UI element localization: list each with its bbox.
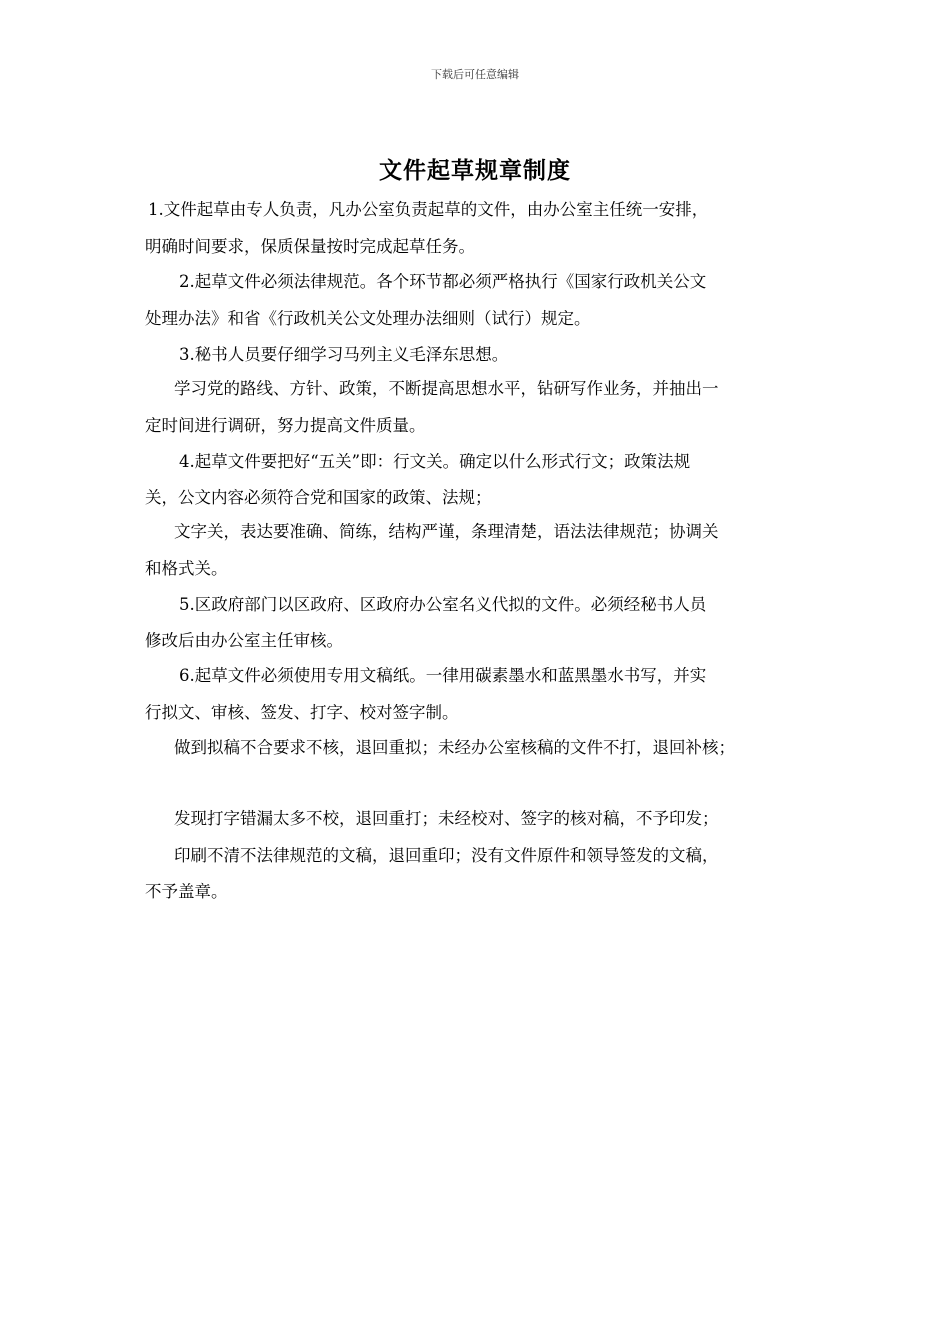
body-line-14: 6.起草文件必须使用专用文稿纸。一律用碳素墨水和蓝黑墨水书写，并实: [179, 666, 707, 685]
body-line-8: 4.起草文件要把好“五关”即：行文关。确定以什么形式行文；政策法规: [179, 452, 691, 471]
body-line-9: 关，公文内容必须符合党和国家的政策、法规；: [145, 488, 492, 507]
body-line-15: 行拟文、审核、签发、打字、校对签字制。: [145, 703, 459, 722]
body-line-12: 5.区政府部门以区政府、区政府办公室名义代拟的文件。必须经秘书人员: [179, 595, 707, 614]
body-line-18: 印刷不清不法律规范的文稿，退回重印；没有文件原件和领导签发的文稿，: [174, 846, 719, 865]
body-line-1: 1.文件起草由专人负责，凡办公室负责起草的文件，由办公室主任统一安排，: [148, 200, 709, 219]
body-line-19: 不予盖章。: [145, 882, 228, 901]
document-title: 文件起草规章制度: [379, 157, 571, 184]
body-line-11: 和格式关。: [145, 559, 228, 578]
page-header-note: 下载后可任意编辑: [431, 68, 519, 81]
body-line-17: 发现打字错漏太多不校，退回重打；未经校对、签字的核对稿，不予印发；: [174, 809, 719, 828]
body-line-10: 文字关，表达要准确、简练，结构严谨，条理清楚，语法法律规范；协调关: [174, 522, 719, 541]
body-line-2: 明确时间要求，保质保量按时完成起草任务。: [145, 237, 475, 256]
body-line-13: 修改后由办公室主任审核。: [145, 631, 343, 650]
body-line-5: 3.秘书人员要仔细学习马列主义毛泽东思想。: [179, 345, 509, 364]
body-line-4: 处理办法》和省《行政机关公文处理办法细则（试行）规定。: [145, 309, 591, 328]
body-line-16: 做到拟稿不合要求不核，退回重拟；未经办公室核稿的文件不打，退回补核；: [174, 738, 735, 757]
body-line-3: 2.起草文件必须法律规范。各个环节都必须严格执行《国家行政机关公文: [179, 272, 707, 291]
body-line-7: 定时间进行调研，努力提高文件质量。: [145, 416, 426, 435]
body-line-6: 学习党的路线、方针、政策，不断提高思想水平，钻研写作业务，并抽出一: [174, 379, 719, 398]
